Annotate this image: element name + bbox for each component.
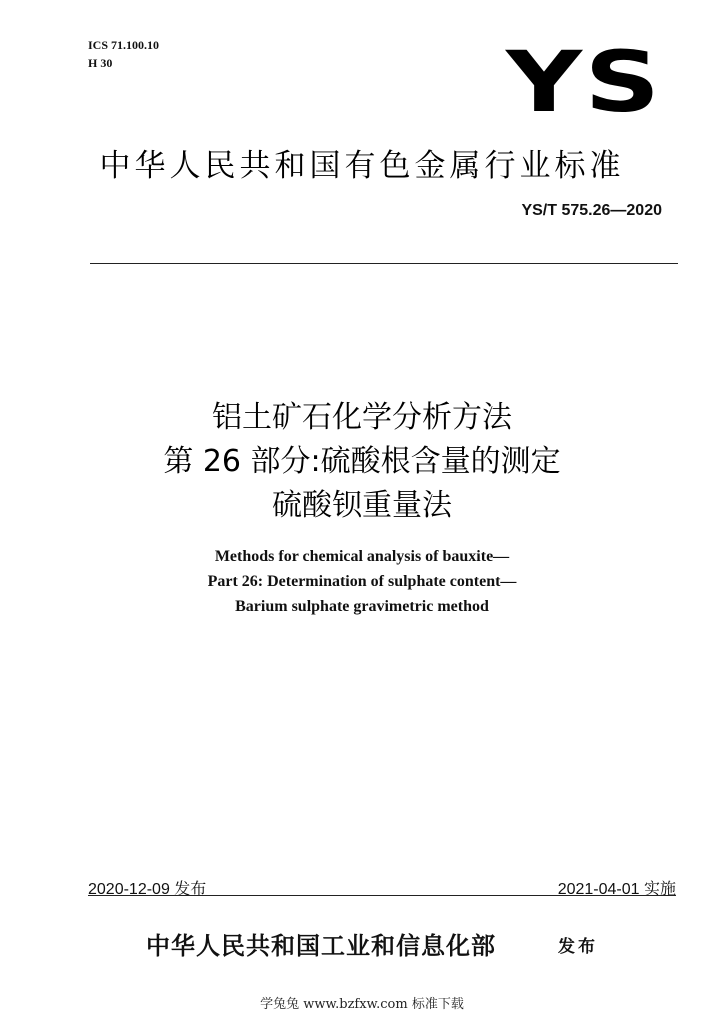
- implementation-date: 2021-04-01 实施: [557, 881, 676, 898]
- ccs-code: H 30: [88, 56, 113, 70]
- issue-date: 2020-12-09 发布: [88, 881, 207, 898]
- standard-number: YS/T 575.26—2020: [521, 202, 662, 219]
- english-title-line-1: Methods for chemical analysis of bauxite—: [214, 548, 510, 565]
- classification-codes: [88, 36, 159, 72]
- english-title-line-2: Part 26: Determination of sulphate content—: [207, 573, 517, 590]
- chinese-title-line-2: 第 26 部分:硫酸根含量的测定: [163, 444, 561, 479]
- industry-standard-title: 中华人民共和国有色金属行业标准: [99, 148, 625, 184]
- footer-watermark[interactable]: 学兔兔 www.bzfxw.com 标准下载: [260, 997, 464, 1012]
- ys-logo: YS: [506, 33, 663, 131]
- english-title-line-3: Barium sulphate gravimetric method: [235, 598, 489, 615]
- chinese-title: [0, 396, 724, 528]
- issuing-authority: 中华人民共和国工业和信息化部: [146, 931, 496, 960]
- chinese-title-line-3: 硫酸钡重量法: [272, 488, 452, 523]
- english-title: [0, 544, 724, 619]
- top-divider: [90, 263, 678, 264]
- chinese-title-line-1: 铝土矿石化学分析方法: [212, 400, 512, 435]
- issue-label: 发布: [558, 937, 598, 957]
- ics-code: ICS 71.100.10: [88, 38, 160, 52]
- bottom-divider: [88, 895, 676, 896]
